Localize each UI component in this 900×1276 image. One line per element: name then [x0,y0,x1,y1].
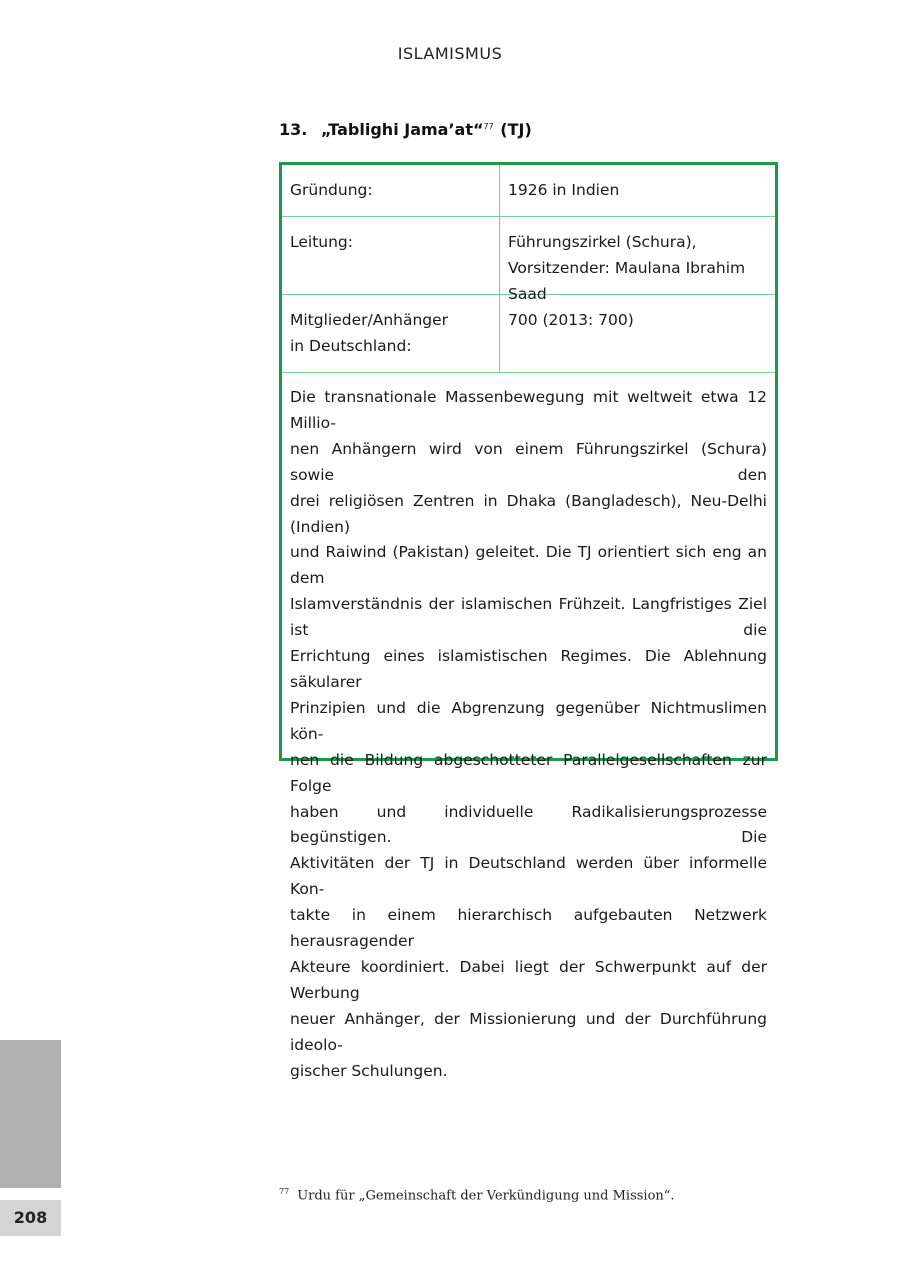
description-line: neuer Anhänger, der Missionierung und der Durchführung ideolo- [290,1009,767,1054]
fact-label-founding: Gründung: [282,165,500,216]
page-number: 208 [0,1200,61,1236]
fact-row-founding [282,165,775,217]
section-title-text: „Tablighi Jama’at“ [321,120,484,139]
description-line: drei religiösen Zentren in Dhaka (Bangladesch), Neu-Delhi (Indien) [290,491,767,536]
fact-value-founding [500,165,775,216]
fact-row-leadership [282,217,775,303]
running-header: ISLAMISMUS [397,44,503,63]
footnote-number: 77 [279,1187,290,1196]
fact-row-members [282,295,775,373]
description-line: nen die Bildung abgeschotteter Parallelgesellschaften zur Folge [290,750,767,795]
description-line: Errichtung eines islamistischen Regimes. Die Ablehnung säkularer [290,647,767,691]
footnote-reference[interactable]: 77 [483,121,494,131]
fact-label-members [282,295,500,372]
footnote-text: Urdu für „Gemeinschaft der Verkündigung und Mission“. [297,1188,675,1204]
description-line: gischer Schulungen. [290,1061,448,1080]
section-title-abbreviation: (TJ) [494,120,532,139]
fact-value-members [500,295,775,372]
description-line: Prinzipien und die Abgrenzung gegenüber Nichtmuslimen kön- [290,698,767,743]
fact-value-line: Führungszirkel (Schura), [508,233,697,251]
fact-description [282,373,775,1084]
fact-value-line: 1926 in Indien [508,181,620,199]
fact-label-line: Leitung: [290,233,353,251]
description-line: takte in einem hierarchisch aufgebauten Netzwerk herausragender [290,906,767,951]
description-line: haben und individuelle Radikalisierungsprozesse begünstigen. Die [290,802,767,847]
description-line: Akteure koordiniert. Dabei liegt der Schwerpunkt auf der Werbung [290,957,767,1002]
fact-box [279,162,778,1080]
chapter-side-tab [0,1040,61,1188]
fact-value-line: Vorsitzender: Maulana Ibrahim Saad [508,259,746,303]
fact-value-leadership [500,217,775,303]
description-line: Die transnationale Massenbewegung mit weltweit etwa 12 Millio- [290,388,767,432]
description-line: und Raiwind (Pakistan) geleitet. Die TJ orientiert sich eng an dem [290,543,767,588]
fact-label-line: Mitglieder/Anhänger [290,311,449,329]
description-line: nen Anhängern wird von einem Führungszirkel (Schura) sowie den [290,439,767,484]
description-line: Aktivitäten der TJ in Deutschland werden über informelle Kon- [290,854,767,899]
section-number: 13. [279,120,308,139]
footnote [279,1187,675,1203]
fact-label-leadership [282,217,500,294]
fact-label-line: in Deutschland: [290,337,412,355]
fact-value-line: 700 (2013: 700) [508,311,634,329]
section-title [279,120,532,139]
description-line: Islamverständnis der islamischen Frühzeit. Langfristiges Ziel ist die [290,595,767,640]
